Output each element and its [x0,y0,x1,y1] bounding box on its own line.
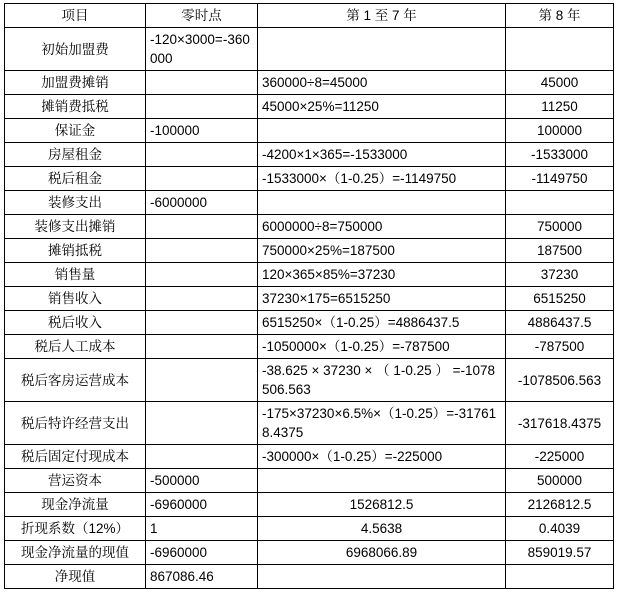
cell-year-8 [506,28,614,71]
row-item: 税后客房运营成本 [5,359,146,402]
cell-years-1-7: -4200×1×365=-1533000 [258,143,506,167]
table-row [5,359,614,402]
cell-years-1-7: 6515250×（1-0.25）=4886437.5 [258,311,506,335]
cell-year-8: 2126812.5 [506,493,614,517]
table-row [5,215,614,239]
cell-time-zero: -100000 [146,119,258,143]
cell-years-1-7 [258,565,506,589]
cell-time-zero [146,335,258,359]
row-item: 税后收入 [5,311,146,335]
cell-years-1-7: 360000÷8=45000 [258,71,506,95]
cell-year-8: 500000 [506,469,614,493]
cell-time-zero: -500000 [146,469,258,493]
table-row [5,335,614,359]
table-row [5,565,614,589]
cell-years-1-7: 6968066.89 [258,541,506,565]
cell-years-1-7: -300000×（1-0.25）=-225000 [258,445,506,469]
row-item: 税后特许经营支出 [5,402,146,445]
cell-years-1-7: -38.625 × 37230 × （ 1-0.25 ） =-1078506.563 [258,359,506,402]
cell-time-zero [146,263,258,287]
table-row [5,517,614,541]
header-time-zero: 零时点 [146,4,258,28]
table-row [5,541,614,565]
row-item: 房屋租金 [5,143,146,167]
cell-time-zero [146,143,258,167]
cell-time-zero: -6960000 [146,541,258,565]
table-row [5,71,614,95]
table-row [5,191,614,215]
cell-time-zero: 1 [146,517,258,541]
row-item: 加盟费摊销 [5,71,146,95]
table-row [5,239,614,263]
cell-time-zero [146,215,258,239]
cell-year-8: -1149750 [506,167,614,191]
cell-year-8: 100000 [506,119,614,143]
cell-years-1-7: 750000×25%=187500 [258,239,506,263]
table-row [5,493,614,517]
cell-time-zero: -120×3000=-360000 [146,28,258,71]
table-row [5,167,614,191]
table-row [5,119,614,143]
cell-time-zero [146,95,258,119]
row-item: 税后固定付现成本 [5,445,146,469]
table-row [5,445,614,469]
cell-years-1-7: 45000×25%=11250 [258,95,506,119]
row-item: 装修支出摊销 [5,215,146,239]
header-row [5,4,614,28]
cell-time-zero [146,402,258,445]
cell-years-1-7 [258,119,506,143]
cell-time-zero [146,167,258,191]
table-row [5,95,614,119]
header-item: 项目 [5,4,146,28]
cell-years-1-7 [258,191,506,215]
cell-year-8: 0.4039 [506,517,614,541]
cell-year-8: 4886437.5 [506,311,614,335]
cell-years-1-7 [258,28,506,71]
table-row [5,469,614,493]
row-item: 税后租金 [5,167,146,191]
cell-year-8: -225000 [506,445,614,469]
cell-time-zero: -6960000 [146,493,258,517]
cell-year-8: 11250 [506,95,614,119]
cell-time-zero [146,239,258,263]
row-item: 摊销费抵税 [5,95,146,119]
row-item: 销售收入 [5,287,146,311]
cell-year-8: 187500 [506,239,614,263]
row-item: 装修支出 [5,191,146,215]
npv-table [4,3,614,589]
row-item: 净现值 [5,565,146,589]
row-item: 初始加盟费 [5,28,146,71]
row-item: 折现系数（12%） [5,517,146,541]
cell-time-zero [146,445,258,469]
cell-years-1-7 [258,469,506,493]
cell-years-1-7: 4.5638 [258,517,506,541]
header-year-8: 第 8 年 [506,4,614,28]
row-item: 税后人工成本 [5,335,146,359]
row-item: 现金净流量 [5,493,146,517]
cell-years-1-7: -175×37230×6.5%×（1-0.25）=-317618.4375 [258,402,506,445]
table-row [5,143,614,167]
cell-year-8: 859019.57 [506,541,614,565]
cell-years-1-7: 1526812.5 [258,493,506,517]
cell-time-zero [146,71,258,95]
row-item: 保证金 [5,119,146,143]
row-item: 摊销抵税 [5,239,146,263]
row-item: 现金净流量的现值 [5,541,146,565]
cell-year-8: -1533000 [506,143,614,167]
cell-year-8: 37230 [506,263,614,287]
row-item: 营运资本 [5,469,146,493]
cell-years-1-7: 37230×175=6515250 [258,287,506,311]
table-row [5,28,614,71]
table-row [5,402,614,445]
header-years-1-7: 第 1 至 7 年 [258,4,506,28]
table-row [5,263,614,287]
cell-years-1-7: 6000000÷8=750000 [258,215,506,239]
cell-year-8: 45000 [506,71,614,95]
cell-year-8: 750000 [506,215,614,239]
cell-year-8: -787500 [506,335,614,359]
cell-year-8: -1078506.563 [506,359,614,402]
cell-year-8 [506,565,614,589]
cell-years-1-7: -1533000×（1-0.25）=-1149750 [258,167,506,191]
cell-time-zero [146,287,258,311]
table-row [5,287,614,311]
cell-time-zero: 867086.46 [146,565,258,589]
cell-years-1-7: 120×365×85%=37230 [258,263,506,287]
cell-years-1-7: -1050000×（1-0.25）=-787500 [258,335,506,359]
cell-year-8: -317618.4375 [506,402,614,445]
cell-time-zero [146,311,258,335]
cell-year-8: 6515250 [506,287,614,311]
cell-time-zero: -6000000 [146,191,258,215]
table-row [5,311,614,335]
cell-year-8 [506,191,614,215]
row-item: 销售量 [5,263,146,287]
cell-time-zero [146,359,258,402]
